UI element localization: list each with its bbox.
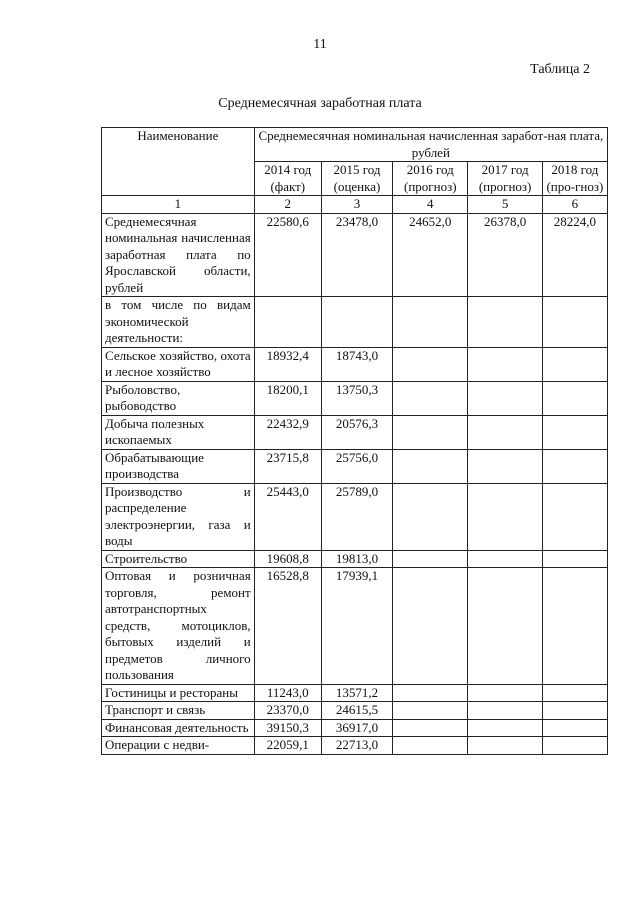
row-value	[393, 483, 468, 550]
row-value: 17939,1	[321, 568, 392, 685]
column-index: 3	[321, 196, 392, 214]
table-row	[102, 381, 608, 415]
row-name: Добыча полезных ископаемых	[102, 415, 255, 449]
row-value	[468, 719, 542, 737]
row-value	[542, 381, 607, 415]
row-name: Операции с недви-	[102, 737, 255, 755]
row-value	[542, 719, 607, 737]
row-value	[468, 737, 542, 755]
row-value	[321, 297, 392, 348]
row-value: 22713,0	[321, 737, 392, 755]
table-row	[102, 347, 608, 381]
row-value	[542, 297, 607, 348]
row-value	[468, 684, 542, 702]
row-value	[393, 449, 468, 483]
row-value	[393, 737, 468, 755]
row-value	[468, 483, 542, 550]
table-row	[102, 737, 608, 755]
row-name: Сельское хозяйство, охота и лесное хозяйство	[102, 347, 255, 381]
table-label: Таблица 2	[530, 62, 590, 77]
row-name: Среднемесячная номинальная начисленная заработная плата по Ярославской области, рублей	[102, 213, 255, 297]
row-value: 23370,0	[254, 702, 321, 720]
row-value	[542, 568, 607, 685]
row-value: 24652,0	[393, 213, 468, 297]
row-value	[393, 297, 468, 348]
header-year: 2015 год (оценка)	[321, 162, 392, 196]
row-value	[468, 297, 542, 348]
table-row	[102, 719, 608, 737]
row-value: 13750,3	[321, 381, 392, 415]
row-value: 18932,4	[254, 347, 321, 381]
row-value	[393, 702, 468, 720]
row-value	[393, 415, 468, 449]
row-value	[542, 702, 607, 720]
row-value: 25789,0	[321, 483, 392, 550]
row-name: Рыболовство, рыбоводство	[102, 381, 255, 415]
row-value: 19608,8	[254, 550, 321, 568]
row-value	[542, 483, 607, 550]
column-index-row	[102, 196, 608, 214]
row-value: 26378,0	[468, 213, 542, 297]
header-group: Среднемесячная номинальная начисленная заработ-ная плата, рублей	[254, 128, 607, 162]
row-value	[468, 568, 542, 685]
header-name: Наименование	[102, 128, 255, 196]
header-year: 2016 год (прогноз)	[393, 162, 468, 196]
row-value	[393, 719, 468, 737]
row-name: Оптовая и розничная торговля, ремонт автотранспортных средств, мотоциклов, бытовых изделий и предметов личного пользования	[102, 568, 255, 685]
document-title: Среднемесячная заработная плата	[218, 96, 422, 111]
column-index: 4	[393, 196, 468, 214]
row-value: 20576,3	[321, 415, 392, 449]
table-row	[102, 702, 608, 720]
row-value: 39150,3	[254, 719, 321, 737]
row-value	[542, 415, 607, 449]
table-row	[102, 568, 608, 685]
row-value	[542, 347, 607, 381]
header-row-group	[102, 128, 608, 162]
column-index: 6	[542, 196, 607, 214]
row-name: Транспорт и связь	[102, 702, 255, 720]
row-value: 16528,8	[254, 568, 321, 685]
table-row	[102, 483, 608, 550]
row-value: 13571,2	[321, 684, 392, 702]
row-value	[542, 449, 607, 483]
row-value: 22432,9	[254, 415, 321, 449]
table-row	[102, 415, 608, 449]
row-name: в том числе по видам экономической деятельности:	[102, 297, 255, 348]
row-value	[393, 550, 468, 568]
row-value	[393, 347, 468, 381]
row-value: 18200,1	[254, 381, 321, 415]
row-value	[542, 737, 607, 755]
table-row	[102, 213, 608, 297]
row-value	[468, 702, 542, 720]
row-name: Финансовая деятельность	[102, 719, 255, 737]
row-value	[468, 381, 542, 415]
column-index: 5	[468, 196, 542, 214]
row-value	[468, 415, 542, 449]
row-value: 23478,0	[321, 213, 392, 297]
table-row	[102, 684, 608, 702]
row-value: 36917,0	[321, 719, 392, 737]
header-year: 2018 год (про-гноз)	[542, 162, 607, 196]
row-value	[393, 381, 468, 415]
row-value: 22580,6	[254, 213, 321, 297]
salary-table	[101, 127, 608, 755]
row-value: 22059,1	[254, 737, 321, 755]
row-value: 23715,8	[254, 449, 321, 483]
table-row	[102, 297, 608, 348]
row-value	[468, 449, 542, 483]
row-value	[393, 684, 468, 702]
row-value	[468, 347, 542, 381]
row-value: 25443,0	[254, 483, 321, 550]
row-value	[468, 550, 542, 568]
row-value: 18743,0	[321, 347, 392, 381]
table-row	[102, 449, 608, 483]
table-row	[102, 550, 608, 568]
row-name: Строительство	[102, 550, 255, 568]
row-value: 11243,0	[254, 684, 321, 702]
header-year: 2017 год (прогноз)	[468, 162, 542, 196]
row-name: Производство и распределение электроэнергии, газа и воды	[102, 483, 255, 550]
row-value: 25756,0	[321, 449, 392, 483]
row-value	[542, 684, 607, 702]
row-value: 19813,0	[321, 550, 392, 568]
row-value: 28224,0	[542, 213, 607, 297]
page-number: 11	[313, 37, 327, 52]
row-name: Гостиницы и рестораны	[102, 684, 255, 702]
column-index: 1	[102, 196, 255, 214]
row-name: Обрабатывающие производства	[102, 449, 255, 483]
row-value: 24615,5	[321, 702, 392, 720]
row-value	[542, 550, 607, 568]
header-year: 2014 год (факт)	[254, 162, 321, 196]
column-index: 2	[254, 196, 321, 214]
row-value	[393, 568, 468, 685]
row-value	[254, 297, 321, 348]
